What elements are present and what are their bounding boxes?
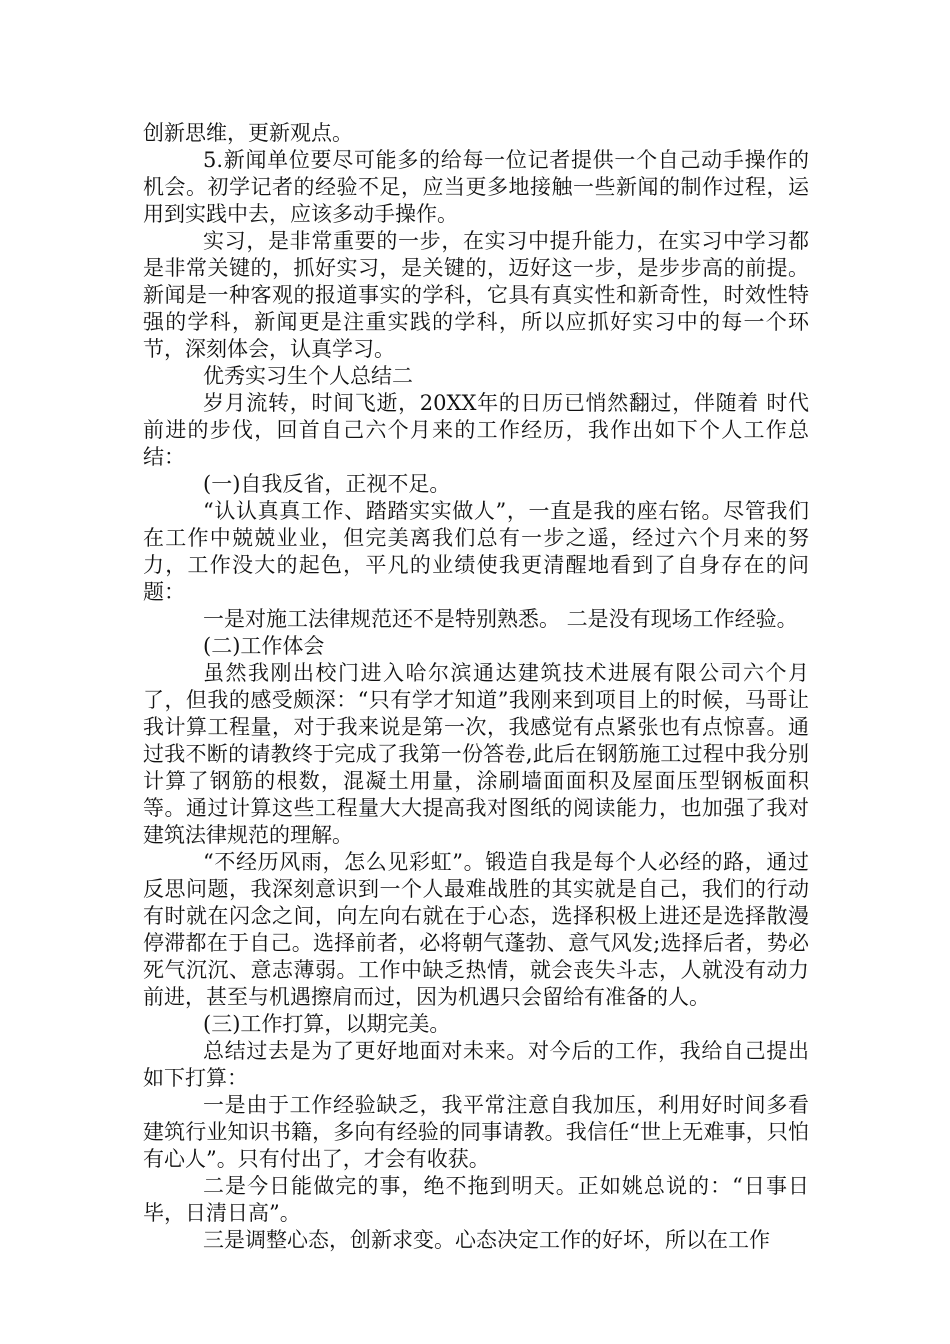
paragraph: 二是今日能做完的事，绝不拖到明天。正如姚总说的：“日事日毕，日清日高”。 bbox=[143, 1174, 809, 1225]
paragraph: 一是由于工作经验缺乏，我平常注意自我加压，利用好时间多看建筑行业知识书籍，多向有经验的同事请教。我信任“世上无难事，只怕有心人”。只有付出了，才会有收获。 bbox=[143, 1093, 809, 1171]
paragraph: 三是调整心态，创新求变。心态决定工作的好坏，所以在工作 bbox=[203, 1228, 770, 1252]
document-page bbox=[143, 120, 809, 1254]
section-heading: 优秀实习生个人总结二 bbox=[203, 364, 413, 388]
paragraph: 创新思维，更新观点。 bbox=[143, 121, 353, 145]
subsection-heading: (一)自我反省，正视不足。 bbox=[203, 472, 451, 496]
paragraph: 总结过去是为了更好地面对未来。对今后的工作，我给自己提出如下打算： bbox=[143, 1039, 809, 1090]
paragraph: 岁月流转，时间飞逝，20XX年的日历已悄然翻过，伴随着 时代前进的步伐，回首自己六个月来的工作经历，我作出如下个人工作总结： bbox=[143, 391, 809, 469]
subsection-heading: (三)工作打算，以期完美。 bbox=[203, 1012, 451, 1036]
paragraph: “认认真真工作、踏踏实实做人”，一直是我的座右铭。尽管我们在工作中兢兢业业，但完美离我们总有一步之遥，经过六个月来的努力，工作没大的起色，平凡的业绩使我更清醒地看到了自身存在的问题： bbox=[143, 499, 809, 604]
paragraph: 实习，是非常重要的一步，在实习中提升能力，在实习中学习都是非常关键的，抓好实习，是关键的，迈好这一步，是步步高的前提。新闻是一种客观的报道事实的学科，它具有真实性和新奇性，时效性特强的学科，新闻更是注重实践的学科，所以应抓好实习中的每一个环节，深刻体会，认真学习。 bbox=[143, 229, 809, 361]
paragraph: 一是对施工法律规范还不是特别熟悉。 二是没有现场工作经验。 bbox=[203, 607, 798, 631]
subsection-heading: (二)工作体会 bbox=[203, 634, 325, 658]
paragraph: 虽然我刚出校门进入哈尔滨通达建筑技术进展有限公司六个月了，但我的感受颇深：“只有学才知道”我刚来到项目上的时候，马哥让我计算工程量，对于我来说是第一次，我感觉有点紧张也有点惊喜。通过我不断的请教终于完成了我第一份答卷,此后在钢筋施工过程中我分别计算了钢筋的根数，混凝土用量，涂刷墙面面积及屋面压型钢板面积等。通过计算这些工程量大大提高我对图纸的阅读能力，也加强了我对建筑法律规范的理解。 bbox=[143, 661, 809, 847]
paragraph: 5.新闻单位要尽可能多的给每一位记者提供一个自己动手操作的机会。初学记者的经验不足，应当更多地接触一些新闻的制作过程，运用到实践中去，应该多动手操作。 bbox=[143, 148, 809, 226]
paragraph: “不经历风雨，怎么见彩虹”。锻造自我是每个人必经的路，通过反思问题，我深刻意识到一个人最难战胜的其实就是自己，我们的行动有时就在闪念之间，向左向右就在于心态，选择积极上进还是选择散漫停滞都在于自己。选择前者，必将朝气蓬勃、意气风发;选择后者，势必死气沉沉、意志薄弱。工作中缺乏热情，就会丧失斗志，人就没有动力前进，甚至与机遇擦肩而过，因为机遇只会留给有准备的人。 bbox=[143, 850, 809, 1009]
